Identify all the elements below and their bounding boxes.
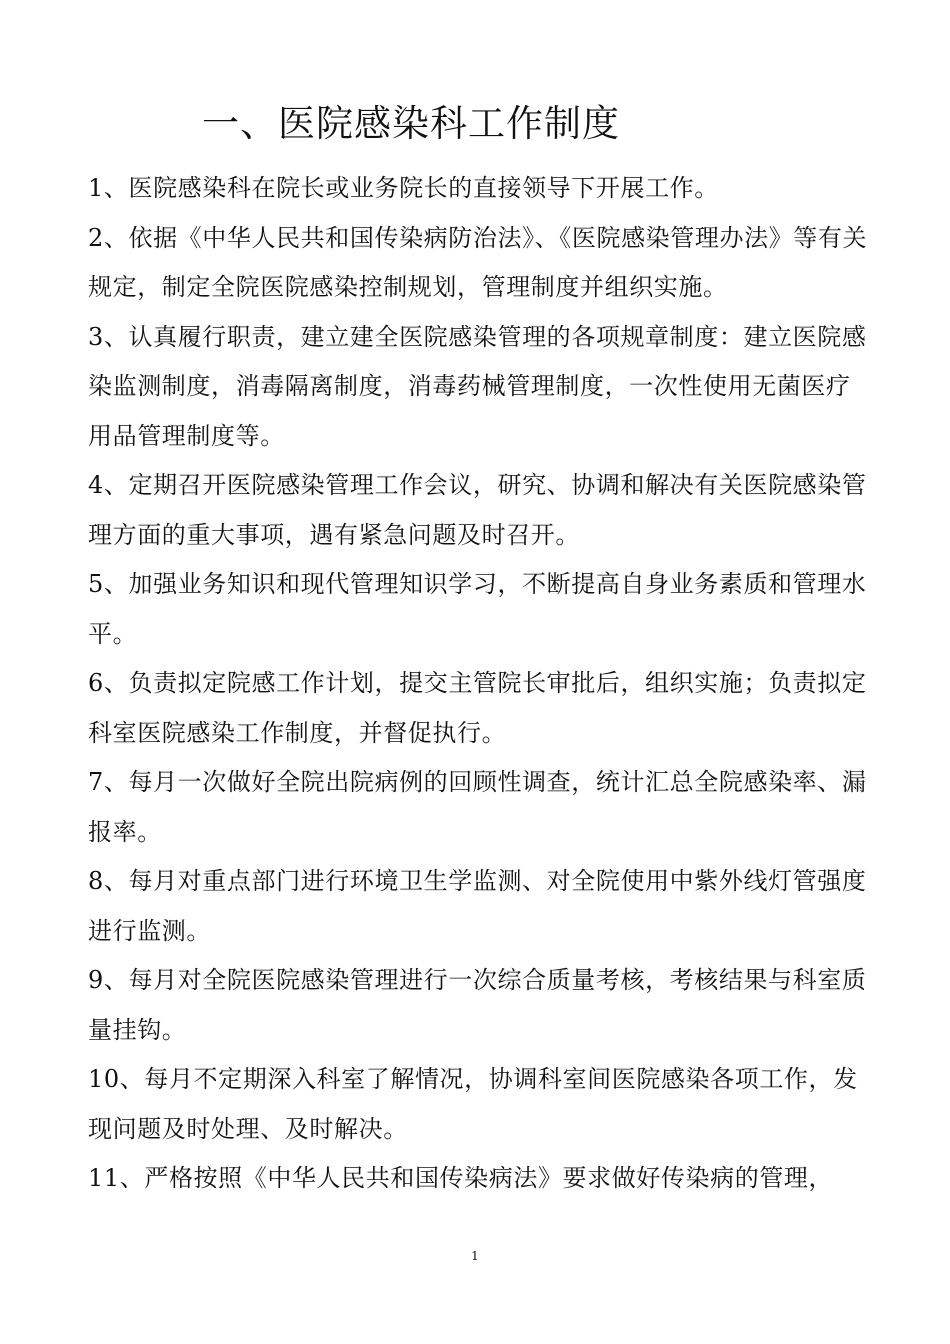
paragraph-11: 11、严格按照《中华人民共和国传染病法》要求做好传染病的管理， [88,1164,834,1192]
paragraph-2: 2、依据《中华人民共和国传染病防治法》、《医院感染管理办法》等有关规定，制定全院医院感染控制规划，管理制度并组织实施。 [88,223,868,301]
paragraph-9: 9、每月对全院医院感染管理进行一次综合质量考核，考核结果与科室质量挂钩。 [88,966,867,1044]
document-body [88,164,868,1204]
paragraph-7: 7、每月一次做好全院出院病例的回顾性调查，统计汇总全院感染率、漏报率。 [88,768,867,846]
paragraph-10: 10、每月不定期深入科室了解情况，协调科室间医院感染各项工作，发现问题及时处理、及时解决。 [88,1065,858,1143]
paragraph-6: 6、负责拟定院感工作计划，提交主管院长审批后，组织实施；负责拟定科室医院感染工作制度，并督促执行。 [88,669,867,747]
document-title: 一、医院感染科工作制度 [202,102,620,145]
paragraph-1: 1、医院感染科在院长或业务院长的直接领导下开展工作。 [88,174,719,202]
page-number: 1 [471,1249,479,1263]
paragraph-4: 4、定期召开医院感染管理工作会议，研究、协调和解决有关医院感染管理方面的重大事项，遇有紧急问题及时召开。 [88,471,867,549]
paragraph-5: 5、加强业务知识和现代管理知识学习，不断提高自身业务素质和管理水平。 [88,570,867,648]
paragraph-8: 8、每月对重点部门进行环境卫生学监测、对全院使用中紫外线灯管强度进行监测。 [88,867,867,945]
paragraph-3: 3、认真履行职责，建立建全医院感染管理的各项规章制度：建立医院感染监测制度，消毒隔离制度，消毒药械管理制度，一次性使用无菌医疗用品管理制度等。 [88,322,867,450]
